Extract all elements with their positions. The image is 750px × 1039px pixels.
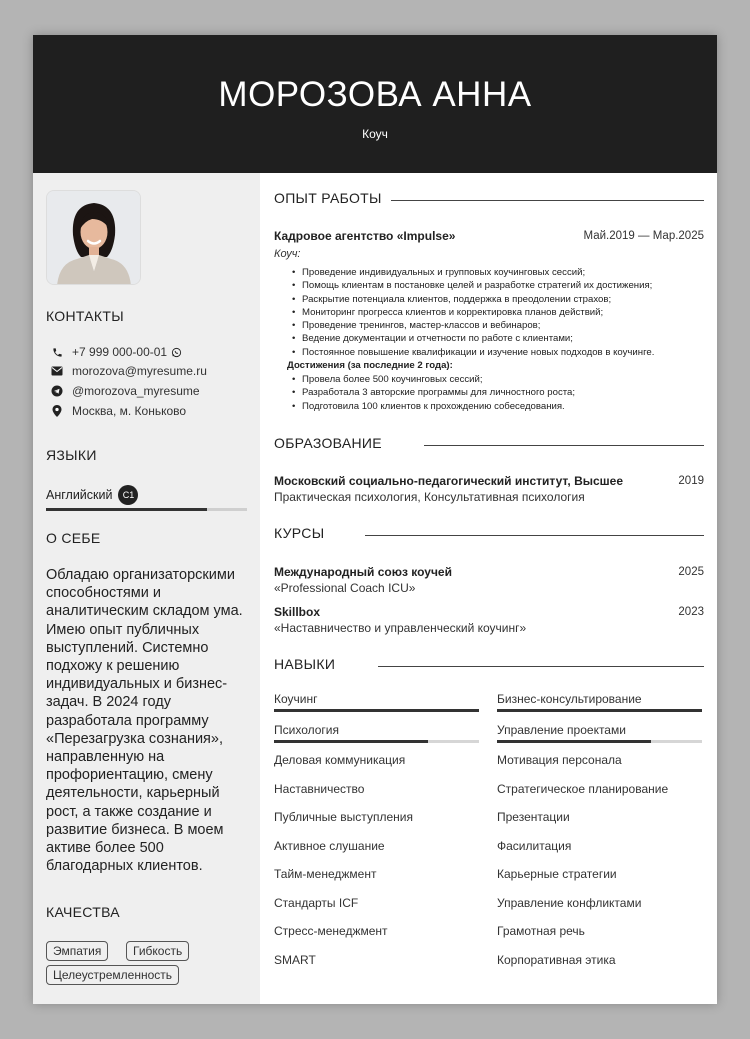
language-level-badge: C1 <box>118 485 138 505</box>
experience-title: ОПЫТ РАБОТЫ <box>274 190 382 206</box>
qualities-title: КАЧЕСТВА <box>46 904 120 920</box>
skill-level-bar <box>274 709 479 712</box>
section-divider <box>365 535 704 536</box>
experience-dates: Май.2019 — Мар.2025 <box>583 230 704 242</box>
mail-icon <box>51 365 63 377</box>
telegram-text: @morozova_myresume <box>72 384 200 398</box>
skill-name: Коучинг <box>274 692 318 706</box>
achievements-title: Достижения (за последние 2 года): <box>287 360 453 371</box>
whatsapp-icon <box>171 347 182 358</box>
skill-level-fill <box>274 740 428 743</box>
contacts-title: КОНТАКТЫ <box>46 308 124 324</box>
main-content <box>260 173 717 1004</box>
skill-item: Грамотная речь <box>497 924 585 938</box>
skill-item: Карьерные стратегии <box>497 867 617 881</box>
skill-level-fill <box>497 740 651 743</box>
skill-item: SMART <box>274 953 316 967</box>
skill-item: Фасилитация <box>497 839 572 853</box>
position-title: Коуч: <box>274 248 301 260</box>
job-title: Коуч <box>362 127 388 141</box>
education-year: 2019 <box>678 475 704 487</box>
skill-item: Наставничество <box>274 782 365 796</box>
quality-tag: Целеустремленность <box>46 965 179 985</box>
list-item: • Проведение тренингов, мастер-классов и вебинаров; <box>292 319 654 332</box>
quality-tag: Гибкость <box>126 941 189 961</box>
skill-item: Стратегическое планирование <box>497 782 669 796</box>
skill-item: Управление конфликтами <box>497 896 642 910</box>
skill-name: Управление проектами <box>497 723 626 737</box>
skill-level-bar <box>497 709 702 712</box>
skill-level-fill <box>274 709 479 712</box>
skill-name: Бизнес-консультирование <box>497 692 642 706</box>
list-item: • Проведение индивидуальных и групповых коучинговых сессий; <box>292 266 654 279</box>
duties-list <box>292 266 654 359</box>
list-item: • Ведение документации и отчетности по работе с клиентами; <box>292 332 654 345</box>
contact-telegram[interactable] <box>51 384 200 398</box>
courses-title: КУРСЫ <box>274 525 325 541</box>
course-org: Международный союз коучей <box>274 565 452 579</box>
skill-item: Публичные выступления <box>274 810 413 824</box>
list-item: • Мониторинг прогресса клиентов и корректировка планов действий; <box>292 306 654 319</box>
language-level-bar <box>46 508 247 511</box>
course-name: «Наставничество и управленческий коучинг» <box>274 621 527 635</box>
language-item <box>46 485 138 505</box>
list-item: • Помощь клиентам в постановке целей и разработке стратегий их достижения; <box>292 279 654 292</box>
quality-tag: Эмпатия <box>46 941 108 961</box>
education-institution: Московский социально-педагогический институт, Высшее <box>274 474 624 488</box>
skill-item: Корпоративная этика <box>497 953 616 967</box>
about-text: Обладаю организаторскими способностями и аналитическим складом ума. Имею опыт публичных выступлений. Системно подхожу к решению индивидуальных и бизнес-задач. В 2024 году разработала программу «Перезагрузка сознания», направленную на профориентацию, смену деятельности, карьерный рост, а также создание и развитие бизнеса. В моем активе более 500 благодарных клиентов. <box>46 567 243 875</box>
header <box>33 35 717 173</box>
contact-phone[interactable] <box>51 345 182 359</box>
course-year: 2025 <box>678 566 704 578</box>
email-text: morozova@myresume.ru <box>72 364 207 378</box>
resume-page <box>33 35 717 1004</box>
skill-item: Стандарты ICF <box>274 896 359 910</box>
section-divider <box>391 200 704 201</box>
contact-email[interactable] <box>51 364 207 378</box>
skill-item: Стресс-менеджмент <box>274 924 388 938</box>
sidebar <box>33 173 260 1004</box>
education-title: ОБРАЗОВАНИЕ <box>274 435 382 451</box>
skill-level-bar <box>497 740 702 743</box>
skill-level-fill <box>497 709 702 712</box>
list-item: • Раскрытие потенциала клиентов, поддержка в преодолении страхов; <box>292 293 654 306</box>
list-item: • Разработала 3 авторские программы для личностного роста; <box>292 386 575 399</box>
list-item: • Провела более 500 коучинговых сессий; <box>292 373 575 386</box>
skill-item: Активное слушание <box>274 839 385 853</box>
contact-location <box>51 404 186 418</box>
full-name: МОРОЗОВА АННА <box>218 75 532 114</box>
about-title: О СЕБЕ <box>46 530 101 546</box>
languages-title: ЯЗЫКИ <box>46 447 97 463</box>
skills-title: НАВЫКИ <box>274 656 336 672</box>
phone-text: +7 999 000-00-01 <box>72 345 168 359</box>
skill-item: Мотивация персонала <box>497 753 622 767</box>
course-name: «Professional Coach ICU» <box>274 581 416 595</box>
list-item: • Подготовила 100 клиентов к прохождению собеседования. <box>292 400 575 413</box>
education-specialty: Практическая психология, Консультативная психология <box>274 490 585 504</box>
achievements-list <box>292 373 575 413</box>
telegram-icon <box>51 385 63 397</box>
location-text: Москва, м. Коньково <box>72 404 187 418</box>
section-divider <box>424 445 704 446</box>
location-pin-icon <box>51 405 63 417</box>
company-name: Кадровое агентство «Impulse» <box>274 229 456 243</box>
skill-name: Психология <box>274 723 339 737</box>
avatar <box>46 190 141 285</box>
course-org: Skillbox <box>274 605 321 619</box>
course-year: 2023 <box>678 606 704 618</box>
phone-icon <box>51 346 63 358</box>
skill-level-bar <box>274 740 479 743</box>
language-name: Английский <box>46 488 113 502</box>
section-divider <box>378 666 704 667</box>
language-level-fill <box>46 508 207 511</box>
skill-item: Презентации <box>497 810 570 824</box>
list-item: • Постоянное повышение квалификации и изучение новых подходов в коучинге. <box>292 346 654 359</box>
skill-item: Деловая коммуникация <box>274 753 406 767</box>
skill-item: Тайм-менеджмент <box>274 867 377 881</box>
